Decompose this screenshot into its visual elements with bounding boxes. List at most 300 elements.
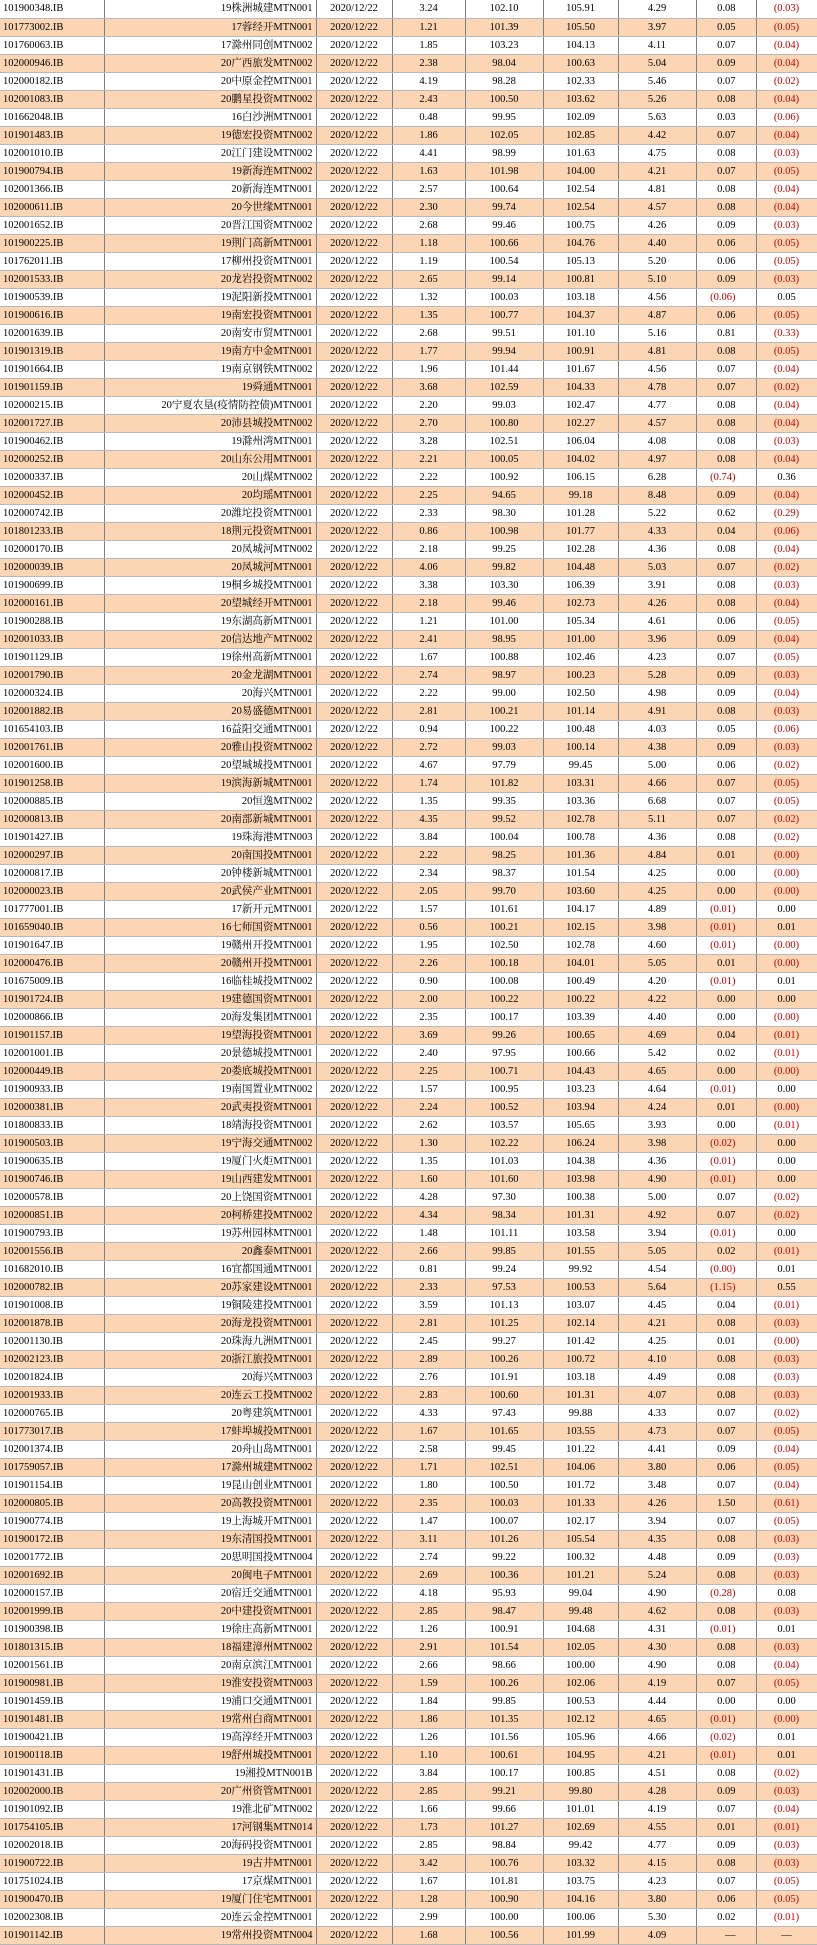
- change-cell-2: (0.04): [756, 486, 817, 504]
- change-cell-2: (0.00): [756, 1332, 817, 1350]
- bond-code-cell: 102000885.IB: [0, 792, 104, 810]
- change-cell-1: 0.08: [696, 198, 756, 216]
- change-cell-2: 0.36: [756, 468, 817, 486]
- bond-name-cell: 19南方中金MTN001: [104, 342, 316, 360]
- dirty-price-cell: 102.17: [543, 1512, 618, 1530]
- duration-cell: 1.67: [392, 1872, 465, 1890]
- bond-name-cell: 19山西建发MTN001: [104, 1170, 316, 1188]
- yield-cell: 4.61: [618, 612, 696, 630]
- duration-cell: 2.99: [392, 1908, 465, 1926]
- duration-cell: 4.28: [392, 1188, 465, 1206]
- clean-price-cell: 100.80: [465, 414, 543, 432]
- table-row: [0, 1332, 817, 1350]
- yield-cell: 5.20: [618, 252, 696, 270]
- dirty-price-cell: 102.47: [543, 396, 618, 414]
- change-cell-2: (0.04): [756, 54, 817, 72]
- valuation-date-cell: 2020/12/22: [316, 1044, 392, 1062]
- clean-price-cell: 101.39: [465, 18, 543, 36]
- bond-name-cell: 17京煤MTN001: [104, 1872, 316, 1890]
- clean-price-cell: 100.18: [465, 954, 543, 972]
- valuation-date-cell: 2020/12/22: [316, 180, 392, 198]
- bond-name-cell: 16七师国资MTN001: [104, 918, 316, 936]
- bond-code-cell: 102000866.IB: [0, 1008, 104, 1026]
- change-cell-2: (0.03): [756, 216, 817, 234]
- bond-name-cell: 20景德城投MTN001: [104, 1044, 316, 1062]
- bond-name-cell: 20武侯产业MTN001: [104, 882, 316, 900]
- valuation-date-cell: 2020/12/22: [316, 630, 392, 648]
- dirty-price-cell: 101.77: [543, 522, 618, 540]
- dirty-price-cell: 100.22: [543, 990, 618, 1008]
- bond-code-cell: 101760063.IB: [0, 36, 104, 54]
- table-row: [0, 1494, 817, 1512]
- duration-cell: 4.33: [392, 1404, 465, 1422]
- duration-cell: 1.57: [392, 1080, 465, 1098]
- change-cell-2: (0.29): [756, 504, 817, 522]
- bond-name-cell: 19厦门住宅MTN001: [104, 1890, 316, 1908]
- bond-code-cell: 102001878.IB: [0, 1314, 104, 1332]
- yield-cell: 4.87: [618, 306, 696, 324]
- duration-cell: 2.74: [392, 1548, 465, 1566]
- bond-code-cell: 102002308.IB: [0, 1908, 104, 1926]
- dirty-price-cell: 105.34: [543, 612, 618, 630]
- table-row: [0, 90, 817, 108]
- table-row: [0, 1710, 817, 1728]
- change-cell-2: (0.04): [756, 540, 817, 558]
- change-cell-1: 0.08: [696, 828, 756, 846]
- table-row: [0, 612, 817, 630]
- bond-code-cell: 102000039.IB: [0, 558, 104, 576]
- bond-code-cell: 101901129.IB: [0, 648, 104, 666]
- duration-cell: 1.26: [392, 1728, 465, 1746]
- bond-name-cell: 19株洲城建MTN001: [104, 0, 316, 18]
- bond-code-cell: 102001772.IB: [0, 1548, 104, 1566]
- dirty-price-cell: 104.43: [543, 1062, 618, 1080]
- bond-name-cell: 19舒州城投MTN001: [104, 1746, 316, 1764]
- valuation-date-cell: 2020/12/22: [316, 414, 392, 432]
- clean-price-cell: 100.08: [465, 972, 543, 990]
- bond-name-cell: 16益阳交通MTN001: [104, 720, 316, 738]
- clean-price-cell: 99.74: [465, 198, 543, 216]
- bond-name-cell: 19南国置业MTN002: [104, 1080, 316, 1098]
- clean-price-cell: 99.00: [465, 684, 543, 702]
- yield-cell: 3.96: [618, 630, 696, 648]
- valuation-date-cell: 2020/12/22: [316, 162, 392, 180]
- duration-cell: 2.22: [392, 684, 465, 702]
- table-row: [0, 1008, 817, 1026]
- duration-cell: 1.10: [392, 1746, 465, 1764]
- change-cell-1: (0.74): [696, 468, 756, 486]
- clean-price-cell: 99.46: [465, 216, 543, 234]
- dirty-price-cell: 100.91: [543, 342, 618, 360]
- clean-price-cell: 103.30: [465, 576, 543, 594]
- duration-cell: 3.38: [392, 576, 465, 594]
- dirty-price-cell: 104.48: [543, 558, 618, 576]
- clean-price-cell: 101.56: [465, 1728, 543, 1746]
- change-cell-2: (0.03): [756, 702, 817, 720]
- dirty-price-cell: 104.06: [543, 1458, 618, 1476]
- valuation-date-cell: 2020/12/22: [316, 342, 392, 360]
- change-cell-1: 0.09: [696, 1782, 756, 1800]
- bond-name-cell: 17新开元MTN001: [104, 900, 316, 918]
- change-cell-1: 0.07: [696, 1404, 756, 1422]
- bond-code-cell: 101754105.IB: [0, 1818, 104, 1836]
- change-cell-1: 0.09: [696, 738, 756, 756]
- bond-code-cell: 101901431.IB: [0, 1764, 104, 1782]
- change-cell-1: 0.08: [696, 1566, 756, 1584]
- clean-price-cell: 100.26: [465, 1674, 543, 1692]
- clean-price-cell: 98.30: [465, 504, 543, 522]
- clean-price-cell: 100.00: [465, 1908, 543, 1926]
- yield-cell: 4.77: [618, 1836, 696, 1854]
- yield-cell: 4.84: [618, 846, 696, 864]
- dirty-price-cell: 101.00: [543, 630, 618, 648]
- change-cell-2: (0.04): [756, 396, 817, 414]
- change-cell-2: (0.05): [756, 1674, 817, 1692]
- dirty-price-cell: 102.33: [543, 72, 618, 90]
- table-row: [0, 1026, 817, 1044]
- bond-code-cell: 102001824.IB: [0, 1368, 104, 1386]
- yield-cell: 4.28: [618, 1782, 696, 1800]
- duration-cell: 3.24: [392, 0, 465, 18]
- change-cell-2: (0.02): [756, 378, 817, 396]
- clean-price-cell: 98.37: [465, 864, 543, 882]
- clean-price-cell: 99.51: [465, 324, 543, 342]
- yield-cell: 4.09: [618, 1926, 696, 1944]
- clean-price-cell: 102.10: [465, 0, 543, 18]
- valuation-date-cell: 2020/12/22: [316, 1152, 392, 1170]
- duration-cell: 3.68: [392, 378, 465, 396]
- duration-cell: 2.22: [392, 468, 465, 486]
- change-cell-2: (0.00): [756, 954, 817, 972]
- bond-name-cell: 19桐乡城投MTN001: [104, 576, 316, 594]
- change-cell-1: 0.07: [696, 1800, 756, 1818]
- bond-code-cell: 101900746.IB: [0, 1170, 104, 1188]
- bond-name-cell: 20海龙投资MTN001: [104, 1314, 316, 1332]
- dirty-price-cell: 102.14: [543, 1314, 618, 1332]
- clean-price-cell: 101.65: [465, 1422, 543, 1440]
- change-cell-1: 0.07: [696, 36, 756, 54]
- table-row: [0, 576, 817, 594]
- clean-price-cell: 100.91: [465, 1620, 543, 1638]
- duration-cell: 2.85: [392, 1602, 465, 1620]
- change-cell-1: 0.06: [696, 252, 756, 270]
- duration-cell: 2.85: [392, 1836, 465, 1854]
- table-row: [0, 360, 817, 378]
- yield-cell: 4.66: [618, 774, 696, 792]
- bond-name-cell: 20高教投资MTN001: [104, 1494, 316, 1512]
- valuation-date-cell: 2020/12/22: [316, 954, 392, 972]
- valuation-date-cell: 2020/12/22: [316, 1170, 392, 1188]
- clean-price-cell: 95.93: [465, 1584, 543, 1602]
- change-cell-1: 0.09: [696, 1440, 756, 1458]
- bond-name-cell: 19东湖高新MTN001: [104, 612, 316, 630]
- bond-code-cell: 102000297.IB: [0, 846, 104, 864]
- valuation-date-cell: 2020/12/22: [316, 504, 392, 522]
- clean-price-cell: 100.66: [465, 234, 543, 252]
- table-row: [0, 792, 817, 810]
- change-cell-2: (0.02): [756, 72, 817, 90]
- yield-cell: 4.26: [618, 1494, 696, 1512]
- change-cell-1: 0.08: [696, 432, 756, 450]
- duration-cell: 2.58: [392, 1440, 465, 1458]
- change-cell-1: 0.01: [696, 1818, 756, 1836]
- duration-cell: 2.70: [392, 414, 465, 432]
- table-row: [0, 1296, 817, 1314]
- bond-code-cell: 101901483.IB: [0, 126, 104, 144]
- bond-code-cell: 101773002.IB: [0, 18, 104, 36]
- table-row: [0, 1854, 817, 1872]
- yield-cell: 5.10: [618, 270, 696, 288]
- valuation-date-cell: 2020/12/22: [316, 810, 392, 828]
- valuation-date-cell: 2020/12/22: [316, 1332, 392, 1350]
- change-cell-1: 0.07: [696, 360, 756, 378]
- dirty-price-cell: 104.01: [543, 954, 618, 972]
- table-row: [0, 450, 817, 468]
- table-row: [0, 144, 817, 162]
- duration-cell: 1.21: [392, 18, 465, 36]
- clean-price-cell: 97.79: [465, 756, 543, 774]
- valuation-date-cell: 2020/12/22: [316, 1836, 392, 1854]
- bond-code-cell: 102001652.IB: [0, 216, 104, 234]
- valuation-date-cell: 2020/12/22: [316, 432, 392, 450]
- change-cell-2: (0.03): [756, 1638, 817, 1656]
- dirty-price-cell: 106.15: [543, 468, 618, 486]
- bond-code-cell: 101900348.IB: [0, 0, 104, 18]
- yield-cell: 4.40: [618, 1008, 696, 1026]
- clean-price-cell: 98.95: [465, 630, 543, 648]
- bond-code-cell: 101900503.IB: [0, 1134, 104, 1152]
- valuation-date-cell: 2020/12/22: [316, 1260, 392, 1278]
- yield-cell: 4.56: [618, 360, 696, 378]
- change-cell-1: 0.00: [696, 864, 756, 882]
- dirty-price-cell: 102.15: [543, 918, 618, 936]
- valuation-date-cell: 2020/12/22: [316, 594, 392, 612]
- bond-code-cell: 101800833.IB: [0, 1116, 104, 1134]
- valuation-date-cell: 2020/12/22: [316, 144, 392, 162]
- bond-name-cell: 18靖海投资MTN001: [104, 1116, 316, 1134]
- change-cell-2: (0.03): [756, 144, 817, 162]
- duration-cell: 2.41: [392, 630, 465, 648]
- bond-code-cell: 102000805.IB: [0, 1494, 104, 1512]
- dirty-price-cell: 103.31: [543, 774, 618, 792]
- clean-price-cell: 98.28: [465, 72, 543, 90]
- yield-cell: 4.90: [618, 1170, 696, 1188]
- valuation-date-cell: 2020/12/22: [316, 828, 392, 846]
- table-row: [0, 756, 817, 774]
- yield-cell: 3.94: [618, 1512, 696, 1530]
- duration-cell: 2.26: [392, 954, 465, 972]
- valuation-date-cell: 2020/12/22: [316, 1818, 392, 1836]
- yield-cell: 4.57: [618, 198, 696, 216]
- dirty-price-cell: 104.37: [543, 306, 618, 324]
- table-row: [0, 252, 817, 270]
- change-cell-2: (0.03): [756, 1350, 817, 1368]
- bond-code-cell: 101773017.IB: [0, 1422, 104, 1440]
- duration-cell: 2.21: [392, 450, 465, 468]
- change-cell-1: (0.01): [696, 936, 756, 954]
- dirty-price-cell: 99.45: [543, 756, 618, 774]
- change-cell-1: 1.50: [696, 1494, 756, 1512]
- bond-name-cell: 20海兴MTN001: [104, 684, 316, 702]
- table-row: [0, 1350, 817, 1368]
- change-cell-2: (0.05): [756, 1890, 817, 1908]
- table-row: [0, 1404, 817, 1422]
- bond-name-cell: 19常州白商MTN001: [104, 1710, 316, 1728]
- valuation-date-cell: 2020/12/22: [316, 1656, 392, 1674]
- change-cell-2: (0.05): [756, 774, 817, 792]
- clean-price-cell: 100.21: [465, 702, 543, 720]
- change-cell-1: 0.06: [696, 306, 756, 324]
- dirty-price-cell: 101.54: [543, 864, 618, 882]
- yield-cell: 4.44: [618, 1692, 696, 1710]
- valuation-date-cell: 2020/12/22: [316, 1458, 392, 1476]
- table-row: [0, 1530, 817, 1548]
- table-row: [0, 1512, 817, 1530]
- bond-name-cell: 20山东公用MTN001: [104, 450, 316, 468]
- valuation-date-cell: 2020/12/22: [316, 1278, 392, 1296]
- yield-cell: 4.60: [618, 936, 696, 954]
- dirty-price-cell: 102.12: [543, 1710, 618, 1728]
- bond-code-cell: 101900794.IB: [0, 162, 104, 180]
- table-row: [0, 270, 817, 288]
- change-cell-1: 0.81: [696, 324, 756, 342]
- yield-cell: 4.97: [618, 450, 696, 468]
- table-row: [0, 738, 817, 756]
- change-cell-1: 0.08: [696, 1656, 756, 1674]
- bond-code-cell: 101901142.IB: [0, 1926, 104, 1944]
- valuation-date-cell: 2020/12/22: [316, 450, 392, 468]
- dirty-price-cell: 102.09: [543, 108, 618, 126]
- bond-code-cell: 101901157.IB: [0, 1026, 104, 1044]
- bond-code-cell: 102000215.IB: [0, 396, 104, 414]
- dirty-price-cell: 100.53: [543, 1692, 618, 1710]
- change-cell-1: 0.06: [696, 1458, 756, 1476]
- yield-cell: 4.31: [618, 1620, 696, 1638]
- change-cell-2: (0.02): [756, 810, 817, 828]
- change-cell-2: (0.05): [756, 342, 817, 360]
- bond-code-cell: 102000337.IB: [0, 468, 104, 486]
- clean-price-cell: 99.03: [465, 396, 543, 414]
- bond-code-cell: 101900539.IB: [0, 288, 104, 306]
- change-cell-1: (0.02): [696, 1134, 756, 1152]
- yield-cell: 4.49: [618, 1368, 696, 1386]
- valuation-date-cell: 2020/12/22: [316, 918, 392, 936]
- yield-cell: 4.89: [618, 900, 696, 918]
- table-row: [0, 18, 817, 36]
- yield-cell: 4.36: [618, 540, 696, 558]
- dirty-price-cell: 100.78: [543, 828, 618, 846]
- dirty-price-cell: 100.49: [543, 972, 618, 990]
- clean-price-cell: 98.47: [465, 1602, 543, 1620]
- bond-code-cell: 101777001.IB: [0, 900, 104, 918]
- dirty-price-cell: 100.38: [543, 1188, 618, 1206]
- valuation-date-cell: 2020/12/22: [316, 1800, 392, 1818]
- yield-cell: 6.68: [618, 792, 696, 810]
- clean-price-cell: 100.88: [465, 648, 543, 666]
- bond-name-cell: 20赣州开投MTN001: [104, 954, 316, 972]
- duration-cell: 3.11: [392, 1530, 465, 1548]
- clean-price-cell: 100.54: [465, 252, 543, 270]
- change-cell-2: (0.33): [756, 324, 817, 342]
- bond-name-cell: 20南安市贸MTN001: [104, 324, 316, 342]
- bond-name-cell: 17滁州城建MTN002: [104, 1458, 316, 1476]
- yield-cell: 4.56: [618, 288, 696, 306]
- clean-price-cell: 101.61: [465, 900, 543, 918]
- yield-cell: 3.48: [618, 1476, 696, 1494]
- table-row: [0, 1890, 817, 1908]
- change-cell-2: (0.61): [756, 1494, 817, 1512]
- table-row: [0, 540, 817, 558]
- bond-code-cell: 102000449.IB: [0, 1062, 104, 1080]
- clean-price-cell: 102.22: [465, 1134, 543, 1152]
- bond-name-cell: 20南京滨江MTN001: [104, 1656, 316, 1674]
- bond-name-cell: 18福建漳州MTN002: [104, 1638, 316, 1656]
- valuation-date-cell: 2020/12/22: [316, 1620, 392, 1638]
- table-row: [0, 972, 817, 990]
- bond-code-cell: 102000182.IB: [0, 72, 104, 90]
- yield-cell: 4.77: [618, 396, 696, 414]
- clean-price-cell: 103.23: [465, 36, 543, 54]
- bond-name-cell: 20钟楼新城MTN001: [104, 864, 316, 882]
- yield-cell: 4.21: [618, 1314, 696, 1332]
- bond-code-cell: 101900722.IB: [0, 1854, 104, 1872]
- bond-name-cell: 19新海连MTN002: [104, 162, 316, 180]
- change-cell-2: (0.04): [756, 684, 817, 702]
- duration-cell: 1.80: [392, 1476, 465, 1494]
- change-cell-2: 0.01: [756, 1620, 817, 1638]
- duration-cell: 2.68: [392, 324, 465, 342]
- bond-code-cell: 102000817.IB: [0, 864, 104, 882]
- valuation-date-cell: 2020/12/22: [316, 756, 392, 774]
- bond-name-cell: 20江门建设MTN002: [104, 144, 316, 162]
- bond-name-cell: 20上饶国资MTN001: [104, 1188, 316, 1206]
- bond-code-cell: 101662048.IB: [0, 108, 104, 126]
- dirty-price-cell: 102.46: [543, 648, 618, 666]
- bond-code-cell: 102000157.IB: [0, 1584, 104, 1602]
- dirty-price-cell: 100.32: [543, 1548, 618, 1566]
- table-row: [0, 1674, 817, 1692]
- change-cell-2: 0.00: [756, 990, 817, 1008]
- dirty-price-cell: 104.02: [543, 450, 618, 468]
- yield-cell: 4.42: [618, 126, 696, 144]
- change-cell-1: 0.09: [696, 684, 756, 702]
- dirty-price-cell: 99.48: [543, 1602, 618, 1620]
- change-cell-2: (0.03): [756, 0, 817, 18]
- yield-cell: 8.48: [618, 486, 696, 504]
- change-cell-2: 0.55: [756, 1278, 817, 1296]
- change-cell-2: (0.03): [756, 666, 817, 684]
- bond-name-cell: 19荆门高新MTN001: [104, 234, 316, 252]
- clean-price-cell: 100.21: [465, 918, 543, 936]
- dirty-price-cell: 100.48: [543, 720, 618, 738]
- bond-name-cell: 19高淳经开MTN003: [104, 1728, 316, 1746]
- valuation-date-cell: 2020/12/22: [316, 1296, 392, 1314]
- yield-cell: 3.98: [618, 918, 696, 936]
- table-row: [0, 666, 817, 684]
- change-cell-1: 0.00: [696, 882, 756, 900]
- change-cell-2: (0.02): [756, 1404, 817, 1422]
- bond-code-cell: 101901481.IB: [0, 1710, 104, 1728]
- table-row: [0, 1422, 817, 1440]
- valuation-date-cell: 2020/12/22: [316, 108, 392, 126]
- bond-code-cell: 101900933.IB: [0, 1080, 104, 1098]
- duration-cell: 1.28: [392, 1890, 465, 1908]
- yield-cell: 4.45: [618, 1296, 696, 1314]
- change-cell-1: (0.01): [696, 1620, 756, 1638]
- table-row: [0, 1656, 817, 1674]
- change-cell-1: 0.08: [696, 1764, 756, 1782]
- bond-name-cell: 20雅山投资MTN002: [104, 738, 316, 756]
